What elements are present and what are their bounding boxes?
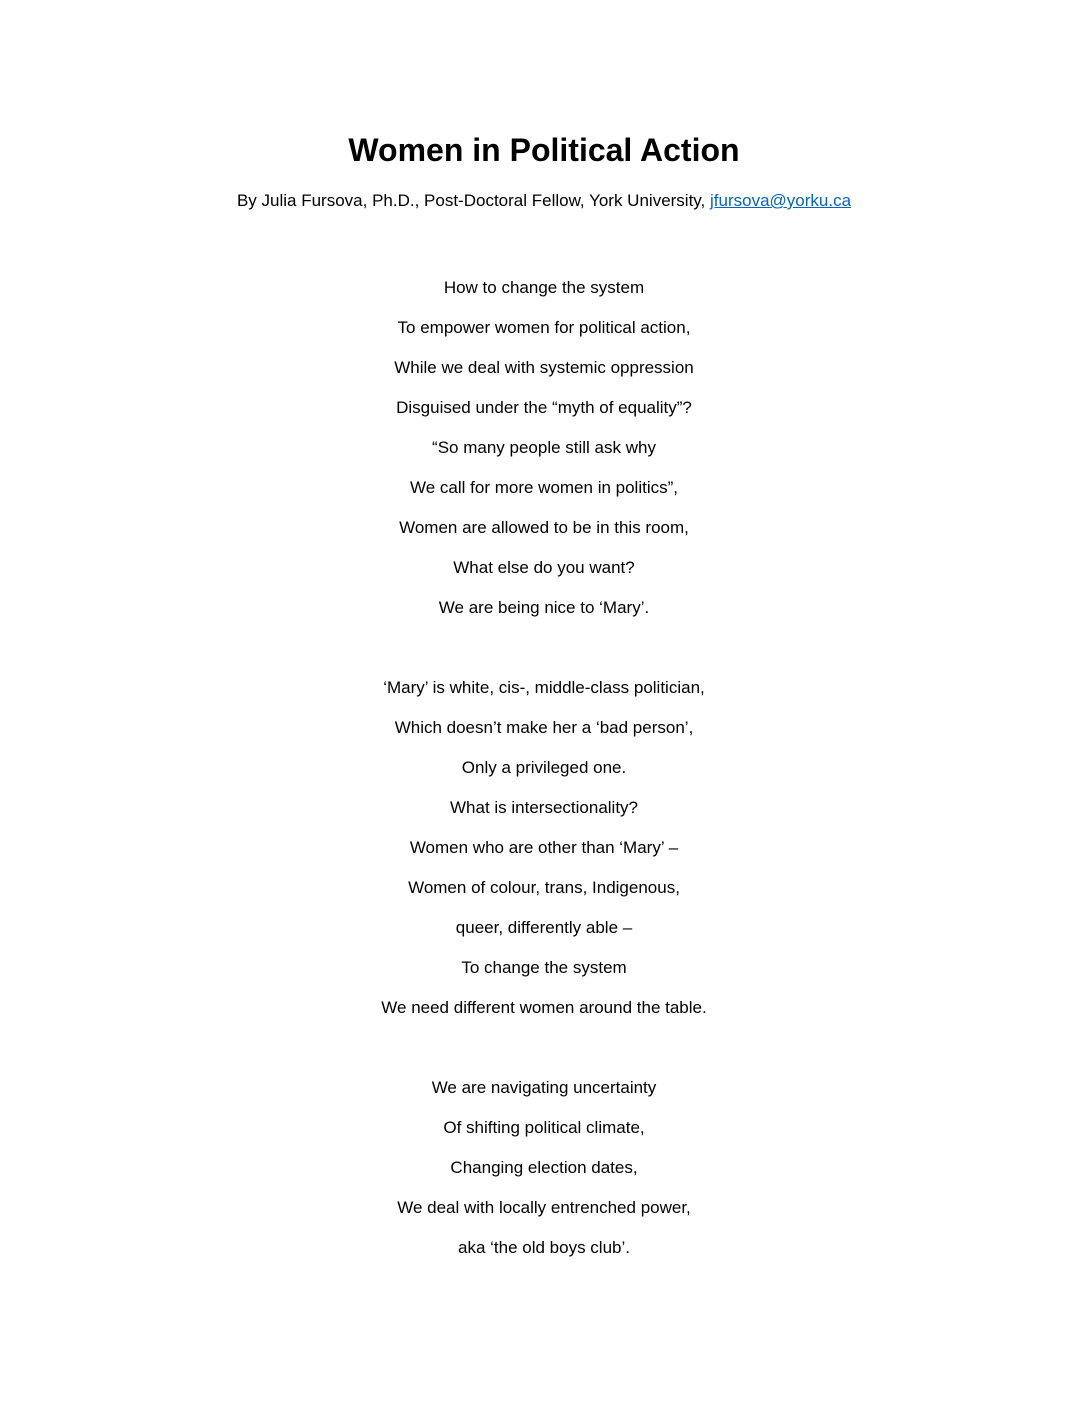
author-byline-text: By Julia Fursova, Ph.D., Post-Doctoral Fellow, York University, bbox=[236, 191, 710, 210]
poem-line: We need different women around the table. bbox=[381, 998, 707, 1017]
poem-line: While we deal with systemic oppression bbox=[394, 358, 694, 377]
poem-line: Women are allowed to be in this room, bbox=[399, 518, 689, 537]
poem-line: Women who are other than ‘Mary’ – bbox=[409, 838, 679, 857]
poem-line: What else do you want? bbox=[453, 558, 635, 577]
poem-stanza-1 bbox=[0, 268, 1088, 628]
poem-line: Changing election dates, bbox=[450, 1158, 638, 1177]
poem-line: queer, differently able – bbox=[455, 918, 633, 937]
document-title: Women in Political Action bbox=[348, 132, 740, 168]
poem-line: To change the system bbox=[461, 958, 627, 977]
poem-line: Women of colour, trans, Indigenous, bbox=[408, 878, 680, 897]
author-byline bbox=[0, 189, 1088, 213]
poem-stanza-3 bbox=[0, 1068, 1088, 1268]
poem-line: Of shifting political climate, bbox=[443, 1118, 645, 1137]
poem-line: Only a privileged one. bbox=[461, 758, 627, 777]
poem-line: “So many people still ask why bbox=[432, 438, 656, 457]
poem-line: What is intersectionality? bbox=[449, 798, 639, 817]
poem-line: aka ‘the old boys club’. bbox=[458, 1238, 630, 1257]
poem bbox=[0, 268, 1088, 1308]
poem-line: To empower women for political action, bbox=[397, 318, 691, 337]
poem-line: We deal with locally entrenched power, bbox=[397, 1198, 691, 1217]
poem-line: We are navigating uncertainty bbox=[431, 1078, 657, 1097]
poem-line: How to change the system bbox=[443, 278, 645, 297]
poem-line: We call for more women in politics”, bbox=[410, 478, 678, 497]
poem-line: ‘Mary’ is white, cis-, middle-class politician, bbox=[383, 678, 705, 697]
poem-stanza-2 bbox=[0, 668, 1088, 1028]
poem-line: Which doesn’t make her a ‘bad person’, bbox=[394, 718, 694, 737]
poem-line: Disguised under the “myth of equality”? bbox=[396, 398, 692, 417]
author-email-link[interactable]: jfursova@yorku.ca bbox=[710, 191, 852, 210]
poem-line: We are being nice to ‘Mary’. bbox=[438, 598, 650, 617]
